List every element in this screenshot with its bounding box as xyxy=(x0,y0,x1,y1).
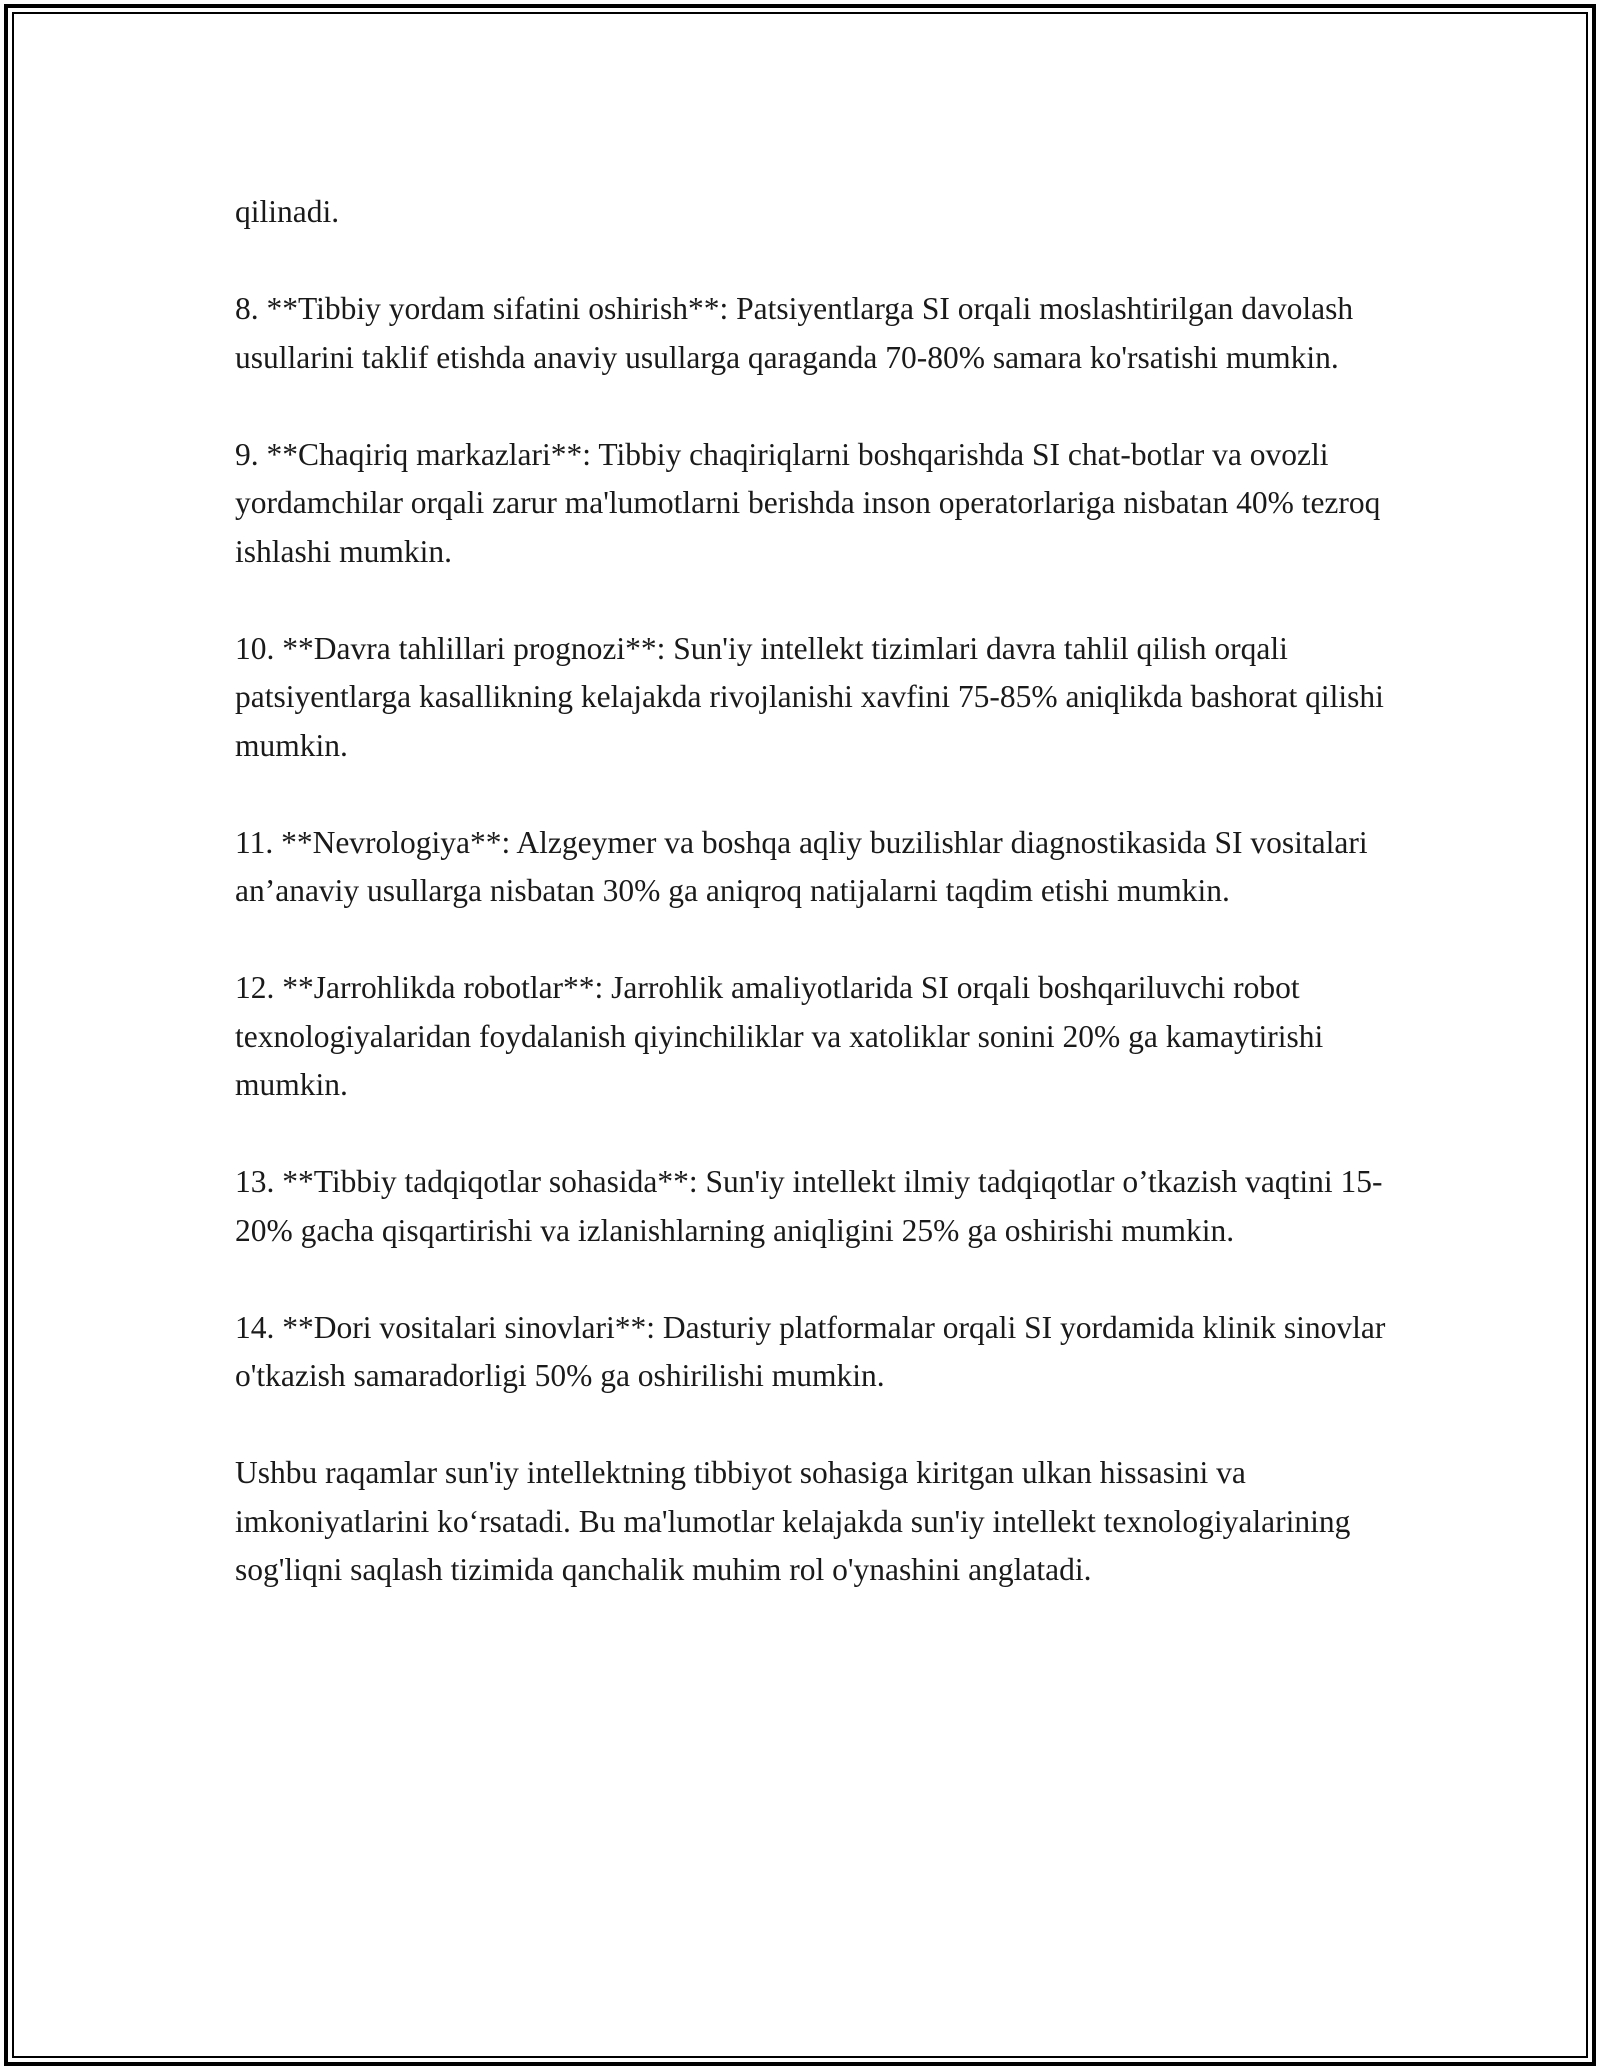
paragraph-item-11: 11. **Nevrologiya**: Alzgeymer va boshqa aqliy buzilishlar diagnostikasida SI vositalari an’anaviy usullarga nisbatan 30% ga aniqroq natijalarni taqdim etishi mumkin. xyxy=(235,824,1368,908)
paragraph-item-13: 13. **Tibbiy tadqiqotlar sohasida**: Sun'iy intellekt ilmiy tadqiqotlar o’tkazish vaqtini 15-20% gacha qisqartirishi va izlanishlarning aniqligini 25% ga oshirishi mumkin. xyxy=(235,1164,1383,1248)
paragraph-item-8: 8. **Tibbiy yordam sifatini oshirish**: Patsiyentlarga SI orqali moslashtirilgan davolash usullarini taklif etishda anaviy usullarga qaraganda 70-80% samara ko'rsatishi mumkin. xyxy=(235,291,1354,375)
paragraph-item-14: 14. **Dori vositalari sinovlari**: Dasturiy platformalar orqali SI yordamida klinik sinovlar o'tkazish samaradorligi 50% ga oshirilishi mumkin. xyxy=(235,1309,1386,1393)
paragraph-continuation: qilinadi. xyxy=(235,194,340,229)
paragraph-conclusion: Ushbu raqamlar sun'iy intellektning tibbiyot sohasiga kiritgan ulkan hissasini va imkoniyatlarini ko‘rsatadi. Bu ma'lumotlar kelajakda sun'iy intellekt texnologiyalarining sog'liqni saqlash tizimida qanchalik muhim rol o'ynashini anglatadi. xyxy=(235,1455,1351,1587)
paragraph-item-12: 12. **Jarrohlikda robotlar**: Jarrohlik amaliyotlarida SI orqali boshqariluvchi robot texnologiyalaridan foydalanish qiyinchiliklar va xatoliklar sonini 20% ga kamaytirishi mumkin. xyxy=(235,970,1324,1102)
paragraph-item-10: 10. **Davra tahlillari prognozi**: Sun'iy intellekt tizimlari davra tahlil qilish orqali patsiyentlarga kasallikning kelajakda rivojlanishi xavfini 75-85% aniqlikda bashorat qilishi mumkin. xyxy=(235,630,1384,763)
document-body xyxy=(235,188,1395,1643)
paragraph-item-9: 9. **Chaqiriq markazlari**: Tibbiy chaqiriqlarni boshqarishda SI chat-botlar va ovozli yordamchilar orqali zarur ma'lumotlarni berishda inson operatorlariga nisbatan 40% tezroq ishlashi mumkin. xyxy=(235,436,1381,569)
